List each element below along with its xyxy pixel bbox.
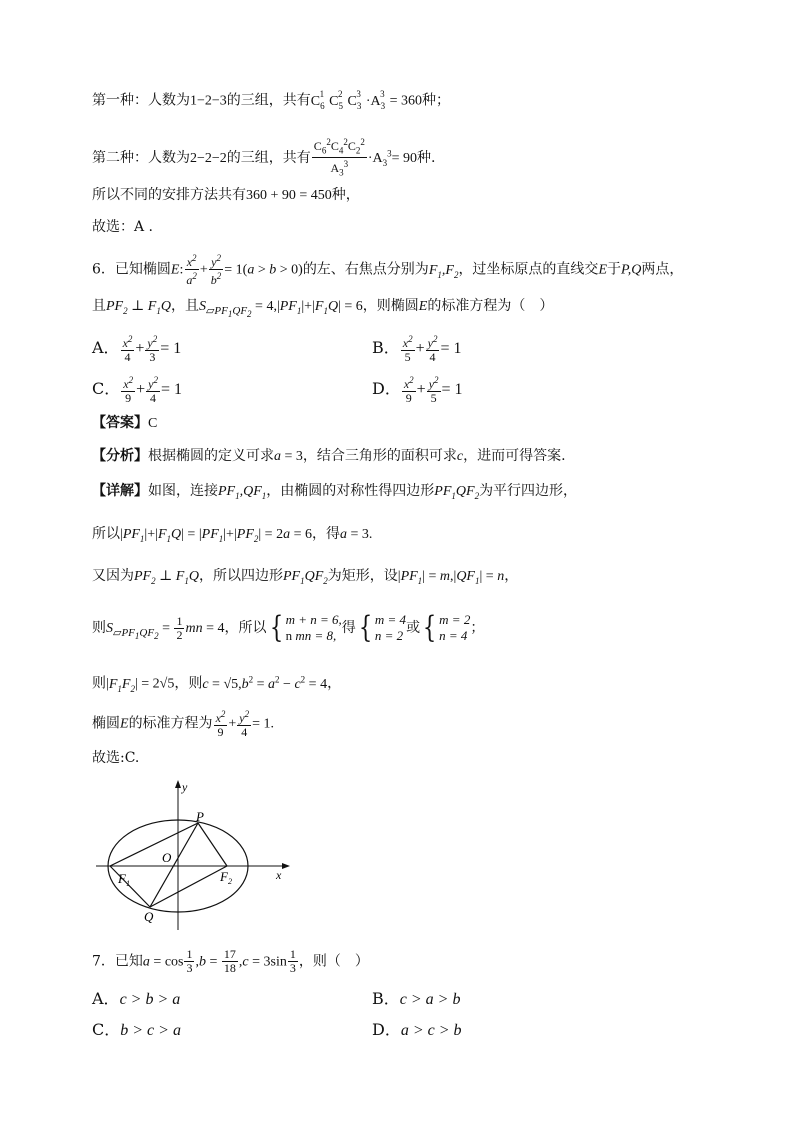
p7-option-C-label: C． xyxy=(92,1020,121,1039)
step5-line: 椭圆E的标准方程为 $\frac{x^2}{9}$ + $\frac{y^2}{4}$ = 1. xyxy=(92,709,275,739)
step2-b: ，所以四边形 xyxy=(198,568,283,584)
y2-over-b2: $\frac{y^2}{b^2}$ xyxy=(210,253,222,287)
total-suffix: 种， xyxy=(331,187,360,203)
step4-b: ，则 xyxy=(174,675,203,692)
option-D[interactable]: D． $\frac{x^2}{9}$ + $\frac{y^2}{5}$ = 1 xyxy=(372,375,463,405)
total-line xyxy=(92,185,360,206)
step2-line: 又因为$PF_2$ ⊥ $F_1Q$，所以四边形$PF_1QF_2$为矩形，设$|PF_1| = m,|QF_1| = n$， xyxy=(92,568,519,586)
p7-stem-a: 已知 xyxy=(114,953,143,970)
step5-b: 的标准方程为 xyxy=(128,715,213,732)
step5-a: 椭圆 xyxy=(92,715,120,732)
step1-line: 所以$|PF_1|+|F_1Q| = |PF_1|+|PF_2| = 2a = 6$，得a = 3. xyxy=(92,526,373,544)
answer-line xyxy=(92,413,157,434)
case1-seq: 1−2−3 xyxy=(190,93,227,109)
option-B-label: B． xyxy=(372,338,400,357)
analysis-b: ，结合三角形的面积可求 xyxy=(302,448,457,464)
p5-choice: 故选：A . xyxy=(92,219,154,235)
answer-tag: 【答案】 xyxy=(92,415,148,431)
p7-option-D-text: a > c > b xyxy=(400,1022,462,1039)
p6-line2-b: ，且 xyxy=(170,298,199,314)
x-axis-arrow xyxy=(282,863,290,869)
label-O: O xyxy=(162,850,172,865)
p6-line2-a: 且 xyxy=(92,298,106,314)
p6-line2-d: 的标准方程为（ ） xyxy=(427,298,554,314)
analysis-tag: 【分析】 xyxy=(92,448,148,464)
detail-a: 如图，连接 xyxy=(148,483,218,499)
case2-value: = 90 xyxy=(391,150,418,166)
case2-perm: $\cdot A_3^3$ xyxy=(367,148,392,168)
p7-stem-b: ，则（ ） xyxy=(298,953,369,970)
case1-expr: $C_6^1$ $C_5^2$ $C_3^3 \cdot A_3^3$ xyxy=(310,89,386,111)
p6-stem-d: 于 xyxy=(607,261,621,278)
detail-line: 【详解】如图，连接$PF_1,QF_1$，由椭圆的对称性得四边形$PF_1QF_2$为平行四边形， xyxy=(92,483,578,501)
p6-number: 6． xyxy=(92,261,115,278)
option-C[interactable]: C． $\frac{x^2}{9}$ + $\frac{y^2}{4}$ = 1 xyxy=(92,375,182,405)
x2-over-a2: $\frac{x^2}{a^2}$ xyxy=(186,253,197,287)
step3-line: 则$S_{▱PF_1QF_2}$ = $\frac{1}{2}$ mn = 4，所以 { m + n = 6, n mn = 8, 得 { m = 4 n = 2 或 { m = 2 n = 4 ； xyxy=(92,610,485,645)
p6-stem-a: 已知椭圆 xyxy=(114,261,171,278)
total-expr: 360 + 90 = 450 xyxy=(246,188,332,203)
case1-prefix: 第一种：人数为 xyxy=(92,92,190,109)
answer-value: C xyxy=(148,416,158,431)
detail-c: 为平行四边形， xyxy=(479,483,578,499)
analysis-c: ，进而可得答案. xyxy=(463,448,566,464)
p7-number: 7． xyxy=(92,953,115,970)
option-A[interactable]: A． $\frac{x^2}{4}$ + $\frac{y^2}{3}$ = 1 xyxy=(92,334,182,364)
step1-a: 所以 xyxy=(92,526,120,542)
step4-a: 则 xyxy=(92,675,106,692)
case2-suffix: 种. xyxy=(417,149,436,166)
p7-option-C-text: b > c > a xyxy=(120,1022,181,1039)
p7-option-A[interactable] xyxy=(92,986,180,1009)
case1-line xyxy=(92,86,450,115)
p6-stem-b: 的左、右焦点分别为 xyxy=(302,261,429,278)
total-prefix: 所以不同的安排方法共有 xyxy=(92,187,246,203)
label-P: P xyxy=(196,809,204,824)
system-3: { m = 2 n = 4 xyxy=(422,610,471,645)
option-A-label: A． xyxy=(92,338,120,357)
segment-F1P xyxy=(110,823,198,866)
foci-symbol: $F_1,F_2$ xyxy=(428,262,459,280)
label-y: y xyxy=(182,780,188,794)
p6-stem-e: 两点， xyxy=(641,261,684,278)
detail-tag: 【详解】 xyxy=(92,483,148,499)
system-2: { m = 4 n = 2 xyxy=(358,610,407,645)
detail-b: ，由椭圆的对称性得四边形 xyxy=(266,483,435,499)
option-C-label: C． xyxy=(92,379,121,398)
step1-b: ，得 xyxy=(311,526,340,542)
label-F2: $F_2$ xyxy=(220,869,232,886)
analysis-a: 根据椭圆的定义可求 xyxy=(148,448,274,464)
segment-PF2 xyxy=(198,823,227,866)
step2-a: 又因为 xyxy=(92,568,134,584)
y-axis-arrow xyxy=(175,780,181,788)
case2-fraction: $\frac{C_6^2C_4^2C_2^2}{A_3^3}$ xyxy=(313,137,365,178)
p6-stem: 6．已知椭圆E: $\frac{x^2}{a^2}$ + $\frac{y^2}{b^2}$ = 1(a > b > 0)的左、右焦点分别为$F_1,F_2$，过坐标原点的直线交E于P,Q两点， xyxy=(92,253,684,287)
step3-b: ，所以 xyxy=(224,620,267,636)
case1-mid: 的三组，共有 xyxy=(226,92,311,109)
p6-condition: 且$PF_2$ ⊥ $F_1Q$，且$S_{▱PF_1QF_2} = 4,|PF_1|+|F_1Q| = 6$，则椭圆E的标准方程为（ ） xyxy=(92,298,554,319)
p7-option-D[interactable] xyxy=(372,1017,462,1040)
p6-choice: 故选:C. xyxy=(92,750,140,766)
ellipse-E: E xyxy=(170,262,180,278)
p6-line2-c: ，则椭圆 xyxy=(362,298,419,314)
ellipse-figure xyxy=(90,775,300,935)
p7-stem: 7．已知a = cos $\frac{1}{3}$ ,b = $\frac{17}{18}$ ,c = 3sin $\frac{1}{3}$ ，则（ ） xyxy=(92,947,369,975)
p7-option-B-text: c > a > b xyxy=(399,991,461,1008)
segment-F1Q xyxy=(110,866,150,907)
p7-option-B[interactable] xyxy=(372,986,460,1009)
label-Q: Q xyxy=(144,909,154,924)
step3-a: 则 xyxy=(92,620,106,636)
p7-option-A-label: A． xyxy=(92,989,120,1008)
case2-mid: 的三组，共有 xyxy=(226,149,311,166)
label-F1: $F_1$ xyxy=(118,871,130,888)
case2-prefix: 第二种：人数为 xyxy=(92,149,190,166)
system-1: { m + n = 6, n mn = 8, xyxy=(269,610,342,645)
step4-line: 则$|F_1F_2| = 2√5$，则$c = √5,b^2 = a^2 - c^2 = 4$， xyxy=(92,674,342,694)
label-x: x xyxy=(276,868,282,882)
p7-option-D-label: D． xyxy=(372,1020,401,1039)
option-B[interactable]: B． $\frac{x^2}{5}$ + $\frac{y^2}{4}$ = 1 xyxy=(372,334,462,364)
step3-d: 或 xyxy=(406,620,421,636)
p7-option-B-label: B． xyxy=(372,989,400,1008)
p6-stem-c: ，过坐标原点的直线交 xyxy=(458,261,599,278)
p7-option-C[interactable] xyxy=(92,1017,181,1040)
p7-option-A-text: c > b > a xyxy=(119,991,181,1008)
analysis-line: 【分析】根据椭圆的定义可求a = 3，结合三角形的面积可求c，进而可得答案. xyxy=(92,448,566,464)
case1-suffix: 种； xyxy=(422,92,451,109)
step3-c: 得 xyxy=(341,620,356,636)
case2-line xyxy=(92,136,435,180)
case2-seq: 2−2−2 xyxy=(190,150,227,166)
case1-value: = 360 xyxy=(389,93,423,109)
option-D-label: D． xyxy=(372,379,401,398)
step2-c: 为矩形，设 xyxy=(327,568,398,584)
